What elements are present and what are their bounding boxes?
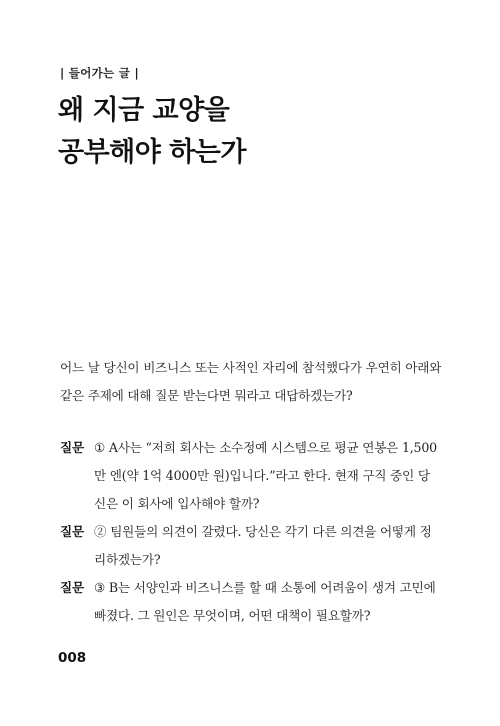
question-item-2 <box>60 518 480 574</box>
section-label: | 들어가는 글 | <box>60 66 139 80</box>
question-body <box>94 574 436 630</box>
question-line <box>94 434 437 462</box>
intro-line-2: 같은 주제에 대해 질문 받는다면 뭐라고 대답하겠는가? <box>60 388 353 403</box>
question-line: 리하겠는가? <box>94 552 161 567</box>
question-line-text: 팀원들의 의견이 갈렸다. 당신은 각기 다른 의견을 어떻게 정 <box>110 524 432 539</box>
chapter-title <box>58 90 246 174</box>
question-number: ② <box>94 524 107 539</box>
question-line: 빠졌다. 그 원인은 무엇이며, 어떤 대책이 필요할까? <box>94 608 371 623</box>
question-number: ③ <box>94 580 106 595</box>
question-item-3 <box>60 574 480 630</box>
question-line <box>94 574 436 602</box>
question-list <box>60 434 480 630</box>
intro-line-1: 어느 날 당신이 비즈니스 또는 사적인 자리에 참석했다가 우연히 아래와 <box>60 360 442 375</box>
question-item-1 <box>60 434 480 518</box>
question-label: 질문 <box>60 440 84 455</box>
title-line-2: 공부해야 하는가 <box>58 137 246 168</box>
question-line: 신은 이 회사에 입사해야 할까? <box>94 496 260 511</box>
intro-paragraph <box>60 354 460 410</box>
question-line-text: B는 서양인과 비즈니스를 할 때 소통에 어려움이 생겨 고민에 <box>108 580 436 595</box>
question-number: ① <box>94 440 106 455</box>
question-body <box>94 518 432 574</box>
question-label: 질문 <box>60 580 84 595</box>
page-number: 008 <box>58 650 87 666</box>
question-body <box>94 434 437 518</box>
question-label: 질문 <box>60 524 84 539</box>
question-line: 만 엔(약 1억 4000만 원)입니다.”라고 한다. 현재 구직 중인 당 <box>94 468 430 483</box>
title-line-1: 왜 지금 교양을 <box>58 95 230 126</box>
question-line <box>94 518 432 546</box>
question-line-text: A사는 “저희 회사는 소수정예 시스템으로 평균 연봉은 1,500 <box>108 440 437 455</box>
